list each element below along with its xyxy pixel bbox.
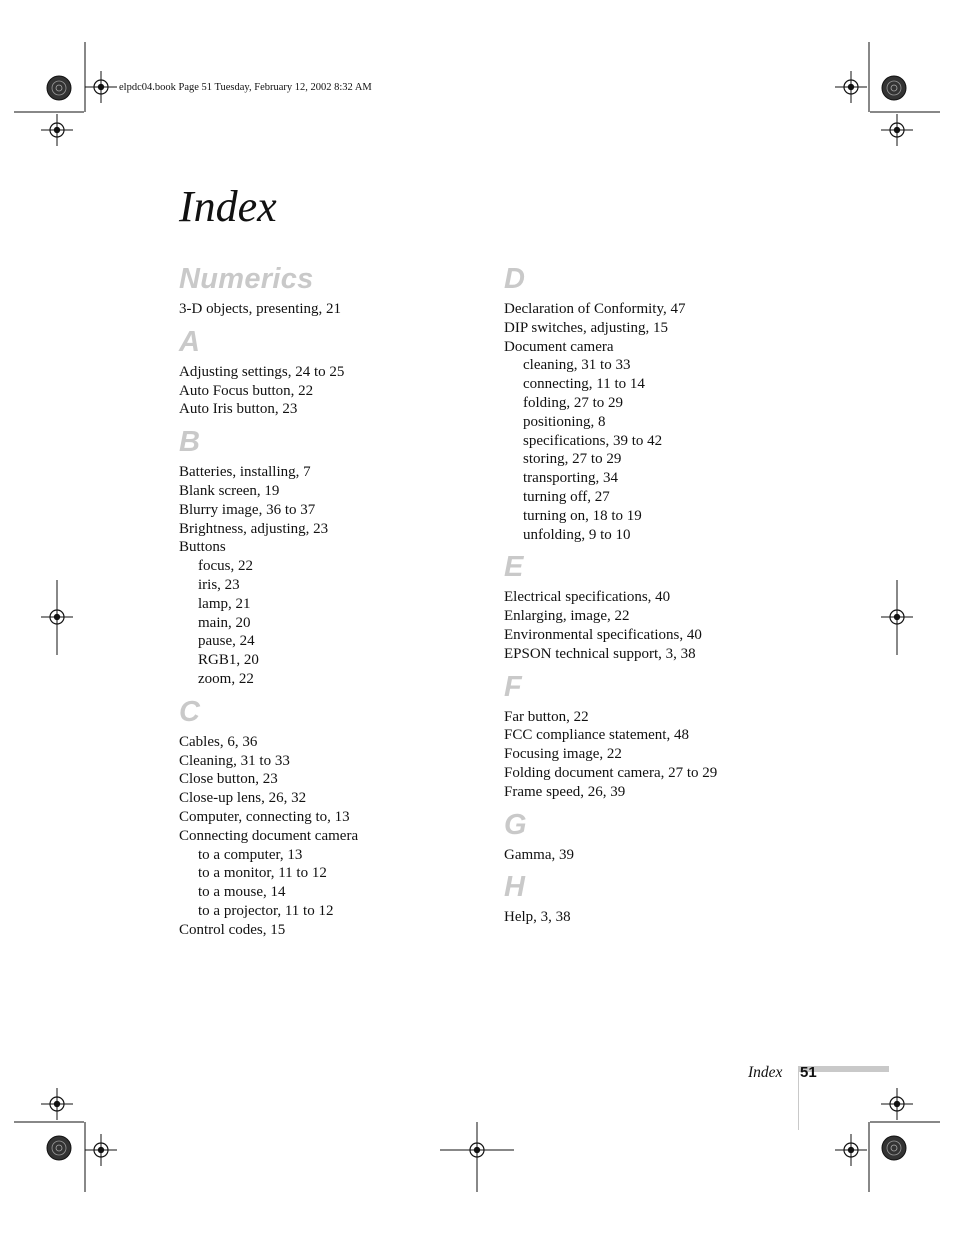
index-subentry: lamp, 21 <box>198 595 251 612</box>
index-entry: Computer, connecting to, 13 <box>179 808 350 825</box>
index-subentry: connecting, 11 to 14 <box>523 376 645 393</box>
index-entry: Buttons <box>179 539 226 556</box>
index-entry: Declaration of Conformity, 47 <box>504 301 686 317</box>
index-entry-list <box>504 846 834 865</box>
index-entry: Help, 3, 38 <box>504 909 571 926</box>
index-entry: Far button, 22 <box>504 708 589 725</box>
index-subentry: specifications, 39 to 42 <box>523 432 663 449</box>
index-entry: Focusing image, 22 <box>504 746 622 763</box>
index-subentry: to a monitor, 11 to 12 <box>198 865 327 882</box>
index-subentry: to a mouse, 14 <box>198 884 286 901</box>
index-entry-list <box>179 733 479 940</box>
index-subentry: transporting, 34 <box>523 470 618 487</box>
index-entry-list <box>504 908 834 927</box>
section-heading: A <box>179 325 201 358</box>
index-entry: Cleaning, 31 to 33 <box>179 752 290 769</box>
index-column-right <box>504 262 834 927</box>
index-entry-list <box>179 363 479 419</box>
index-entry-list <box>504 588 834 663</box>
index-entry: Electrical specifications, 40 <box>504 589 671 606</box>
index-subentry: to a projector, 11 to 12 <box>198 902 334 919</box>
section-heading: H <box>504 871 526 904</box>
index-entry: Close-up lens, 26, 32 <box>179 790 307 807</box>
index-entry: Enlarging, image, 22 <box>504 608 630 625</box>
index-subentry: pause, 24 <box>198 633 255 650</box>
index-entry: Folding document camera, 27 to 29 <box>504 764 718 781</box>
index-subentry: main, 20 <box>198 614 251 631</box>
print-slug-header: elpdc04.book Page 51 Tuesday, February 12, 2002 8:32 AM <box>119 82 372 93</box>
index-entry: DIP switches, adjusting, 15 <box>504 319 669 336</box>
index-entry: FCC compliance statement, 48 <box>504 727 689 744</box>
index-subentry: to a computer, 13 <box>198 846 303 863</box>
footer-section-label: Index <box>748 1064 783 1081</box>
index-entry: Environmental specifications, 40 <box>504 626 702 643</box>
section-heading: Numerics <box>179 263 314 295</box>
index-subentry: focus, 22 <box>198 558 253 575</box>
index-entry-list <box>179 463 479 689</box>
index-entry: Blank screen, 19 <box>179 482 280 499</box>
index-subentry: turning on, 18 to 19 <box>523 507 642 524</box>
index-entry: Blurry image, 36 to 37 <box>179 501 316 518</box>
index-entry: Frame speed, 26, 39 <box>504 783 626 800</box>
index-entry: Gamma, 39 <box>504 846 574 863</box>
index-entry: 3-D objects, presenting, 21 <box>179 301 342 317</box>
section-heading: B <box>179 426 201 459</box>
section-heading: G <box>504 808 527 841</box>
index-subentry: RGB1, 20 <box>198 652 259 669</box>
index-subentry: cleaning, 31 to 33 <box>523 357 631 374</box>
index-entry: Connecting document camera <box>179 827 359 844</box>
index-entry: Auto Focus button, 22 <box>179 382 314 399</box>
page-title: Index <box>179 182 277 231</box>
index-entry: Brightness, adjusting, 23 <box>179 520 329 537</box>
index-subentry: iris, 23 <box>198 576 240 593</box>
index-entry: Batteries, installing, 7 <box>179 464 311 481</box>
index-subentry: unfolding, 9 to 10 <box>523 526 631 543</box>
index-entry: Auto Iris button, 23 <box>179 401 298 418</box>
index-entry-list <box>504 708 834 802</box>
section-heading: D <box>504 263 526 295</box>
index-column-left <box>179 262 479 940</box>
section-heading: F <box>504 670 523 703</box>
index-subentry: storing, 27 to 29 <box>523 451 622 468</box>
index-subentry: positioning, 8 <box>523 413 606 430</box>
index-subentry: zoom, 22 <box>198 670 254 687</box>
index-entry-list <box>179 300 479 319</box>
index-entry: Cables, 6, 36 <box>179 733 258 750</box>
index-subentry: folding, 27 to 29 <box>523 394 623 411</box>
index-entry: Adjusting settings, 24 to 25 <box>179 363 345 380</box>
index-entry: EPSON technical support, 3, 38 <box>504 645 696 662</box>
page-number: 51 <box>800 1064 817 1081</box>
footer-divider <box>798 1066 799 1130</box>
section-heading: E <box>504 551 524 584</box>
index-entry-list <box>504 300 834 544</box>
index-subentry: turning off, 27 <box>523 488 610 505</box>
index-entry: Document camera <box>504 338 614 355</box>
section-heading: C <box>179 695 201 728</box>
index-entry: Control codes, 15 <box>179 921 286 938</box>
index-entry: Close button, 23 <box>179 771 278 788</box>
